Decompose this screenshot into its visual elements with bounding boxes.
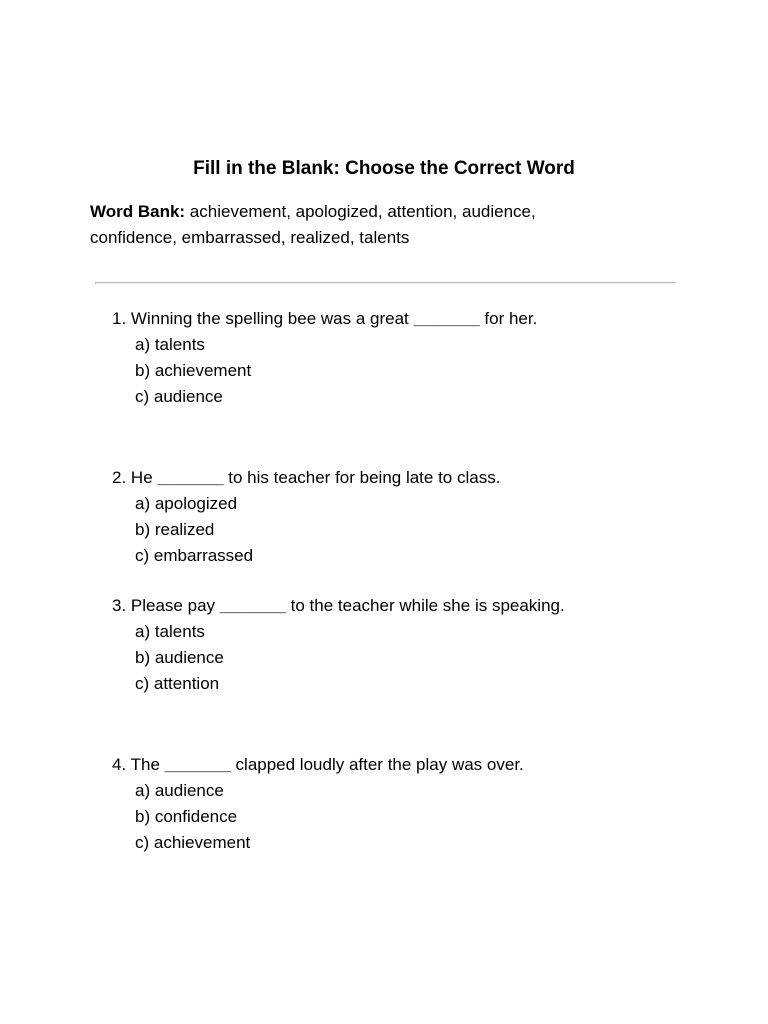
answer-blank: _______	[164, 755, 231, 774]
question-text	[112, 465, 712, 491]
option-c: c) audience	[135, 387, 223, 406]
word-bank	[90, 199, 690, 251]
option-a: a) talents	[135, 335, 205, 354]
question-number: 3.	[112, 596, 127, 615]
question-1	[112, 306, 712, 410]
option-c: c) attention	[135, 674, 220, 693]
question-text-after: clapped loudly after the play was over.	[230, 755, 524, 774]
answer-blank: _______	[219, 596, 286, 615]
option-a: a) talents	[135, 622, 205, 641]
option-b: b) confidence	[135, 807, 238, 826]
question-text-before: He	[126, 468, 158, 487]
question-number: 4.	[112, 755, 127, 774]
option-b: b) audience	[135, 648, 224, 667]
question-text-before: Please pay	[126, 596, 220, 615]
option-c: c) embarrassed	[135, 546, 254, 565]
question-text-after: to his teacher for being late to class.	[223, 468, 501, 487]
question-text-after: for her.	[479, 309, 538, 328]
question-text	[112, 593, 712, 619]
question-text-after: to the teacher while she is speaking.	[285, 596, 565, 615]
question-number: 1.	[112, 309, 127, 328]
question-number: 2.	[112, 468, 127, 487]
divider	[95, 282, 676, 284]
question-text-before: Winning the spelling bee was a great	[126, 309, 414, 328]
word-bank-words: achievement, apologized, attention, audience,	[185, 202, 536, 221]
word-bank-words-line2: confidence, embarrassed, realized, talents	[90, 228, 410, 247]
answer-blank: _______	[157, 468, 224, 487]
question-text	[112, 752, 712, 778]
question-text	[112, 306, 712, 332]
question-2	[112, 465, 712, 569]
option-b: b) realized	[135, 520, 215, 539]
option-b: b) achievement	[135, 361, 252, 380]
word-bank-label: Word Bank:	[90, 202, 186, 221]
question-4	[112, 752, 712, 856]
option-c: c) achievement	[135, 833, 251, 852]
question-text-before: The	[126, 755, 165, 774]
page-title: Fill in the Blank: Choose the Correct Word	[193, 158, 575, 179]
option-a: a) apologized	[135, 494, 238, 513]
question-3	[112, 593, 712, 697]
option-a: a) audience	[135, 781, 224, 800]
answer-blank: _______	[413, 309, 480, 328]
